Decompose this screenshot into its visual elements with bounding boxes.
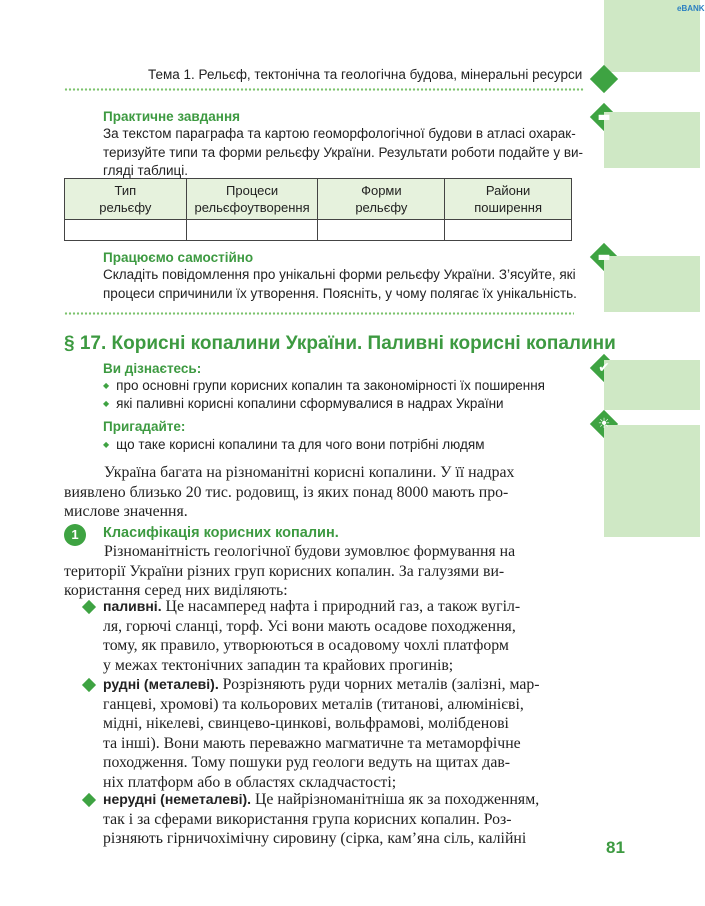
text-line: [103, 790, 575, 810]
line-rest: Розрізняють руди чорних металів (залізні, мар-: [218, 676, 540, 693]
bullet-diamond-icon: ◆: [103, 381, 110, 390]
table-header-cell: [65, 179, 187, 220]
ebank-logo: eBANK: [677, 4, 705, 13]
point-number-badge: 1: [64, 524, 86, 546]
table-header-row: [65, 179, 572, 220]
header-line: Тип: [114, 183, 137, 198]
margin-strip-3: [604, 256, 700, 312]
text-line: території України різних груп корисних копалин. За галузями ви-: [64, 562, 505, 580]
text-line: у межах тектонічних западин та крайових прогинів;: [103, 656, 454, 674]
independent-task-text: [103, 266, 577, 303]
nonmetal-group-paragraph: [103, 790, 575, 849]
lightbulb-icon: ☀: [592, 412, 616, 436]
text-line: За текстом параграфа та картою геоморфологічної будови в атласі охарак-: [103, 126, 576, 141]
text-line: та інші). Вони мають переважно магматичне та метаморфічне: [103, 734, 521, 752]
independent-task-title: Працюємо самостійно: [103, 250, 254, 265]
fuel-group-paragraph: [103, 597, 575, 675]
section-title: § 17. Корисні копалини України. Паливні корисні копалини: [64, 333, 616, 354]
table-header-cell: [186, 179, 318, 220]
checkmark-icon: ✔: [592, 356, 616, 380]
text-line: виявлено близько 20 тис. родовищ, із яких понад 8000 мають про-: [64, 483, 509, 501]
ore-group-paragraph: [103, 675, 575, 793]
table-cell: [65, 220, 187, 241]
term-bold: паливні.: [103, 598, 162, 614]
text-line: тому, як правило, утворюються в осадовому чохлі платформ: [103, 637, 509, 655]
text-line: Україна багата на різноманітні корисні копалини. У її надрах: [104, 464, 515, 481]
list-item-text: про основні групи корисних копалин та закономірності їх поширення: [116, 378, 545, 393]
relief-table: [64, 178, 572, 241]
learn-title: Ви дізнаєтесь:: [103, 361, 202, 376]
bullet-diamond-icon: ◆: [103, 440, 110, 449]
text-line: теризуйте типи та форми рельєфу України. Результати роботи подайте у ви-: [103, 144, 584, 160]
bullet-diamond-icon: [82, 678, 96, 692]
speech-bubble-icon: ▬: [592, 245, 616, 269]
practical-task-text: [103, 125, 584, 181]
header-line: поширення: [474, 200, 543, 215]
header-dotted-line: [64, 88, 584, 91]
text-line: мідні, нікелеві, свинцево-цинкові, вольфрамові, молібденові: [103, 715, 509, 733]
text-line: [103, 675, 575, 695]
list-item: [103, 396, 504, 411]
practical-task-title: Практичне завдання: [103, 109, 240, 124]
text-line: мислове значення.: [64, 503, 188, 521]
text-line: користання серед них виділяють:: [64, 582, 288, 600]
table-row: [65, 220, 572, 241]
list-item-text: які паливні корисні копалини сформувалися в надрах України: [116, 396, 504, 411]
text-line: гляді таблиці.: [103, 163, 189, 178]
term-bold: нерудні (неметалеві).: [103, 791, 252, 807]
page-number: 81: [606, 838, 625, 857]
table-header-cell: [318, 179, 445, 220]
table-cell: [186, 220, 318, 241]
line-rest: Це насамперед нафта і природний газ, а також вугіл-: [161, 598, 521, 615]
margin-strip-4: [604, 360, 700, 410]
bullet-diamond-icon: ◆: [103, 399, 110, 408]
text-line: різняють гірничохімічну сировину (сірка, кам’яна сіль, калійні: [103, 830, 527, 848]
chapter-header: Тема 1. Рельєф, тектонічна та геологічна будова, мінеральні ресурси: [148, 67, 583, 82]
text-line: ля, горючі сланці, торф. Усі вони мають осадове походження,: [103, 617, 516, 635]
list-item: [103, 437, 484, 452]
section-dotted-line: [64, 312, 574, 315]
line-rest: Це найрізноманітніша як за походженням,: [251, 791, 540, 808]
table-header-cell: [445, 179, 572, 220]
margin-strip-2: [604, 112, 700, 168]
text-line: походження. Тому пошуки руд геологи ведуть на щитах дав-: [103, 754, 511, 772]
text-line: Складіть повідомлення про унікальні форми рельєфу України. З’ясуйте, які: [103, 267, 576, 282]
table-cell: [445, 220, 572, 241]
text-line: так і за сферами використання група корисних копалин. Роз-: [103, 810, 512, 828]
text-line: процеси спричинили їх утворення. Поясніть, у чому полягає їх унікальність.: [103, 285, 577, 301]
recall-title: Пригадайте:: [103, 419, 186, 434]
text-line: ганцеві, хромові) та кольорових металів (титанові, алюмінієві,: [103, 695, 524, 713]
text-line: Різноманітність геологічної будови зумовлює формування на: [104, 543, 516, 560]
bullet-diamond-icon: [82, 793, 96, 807]
list-item-text: що таке корисні копалини та для чого вони потрібні людям: [116, 437, 485, 452]
list-item: [103, 378, 545, 393]
classification-heading: Класифікація корисних копалин.: [103, 525, 339, 541]
speech-bubble-icon: ▬: [592, 105, 616, 129]
classification-paragraph: [64, 542, 574, 601]
bullet-diamond-icon: [82, 600, 96, 614]
header-line: Процеси: [226, 183, 279, 198]
margin-strip-5: [604, 425, 700, 537]
intro-paragraph: [64, 463, 574, 522]
header-line: Форми: [361, 183, 402, 198]
table-cell: [318, 220, 445, 241]
header-line: рельєфу: [99, 200, 152, 215]
header-line: Райони: [485, 183, 531, 198]
text-line: ніх платформ або в областях складчастості;: [103, 773, 397, 791]
header-line: рельєфу: [355, 200, 408, 215]
term-bold: рудні (металеві).: [103, 676, 219, 692]
text-line: [103, 597, 575, 617]
header-line: рельєфоутворення: [194, 200, 310, 215]
